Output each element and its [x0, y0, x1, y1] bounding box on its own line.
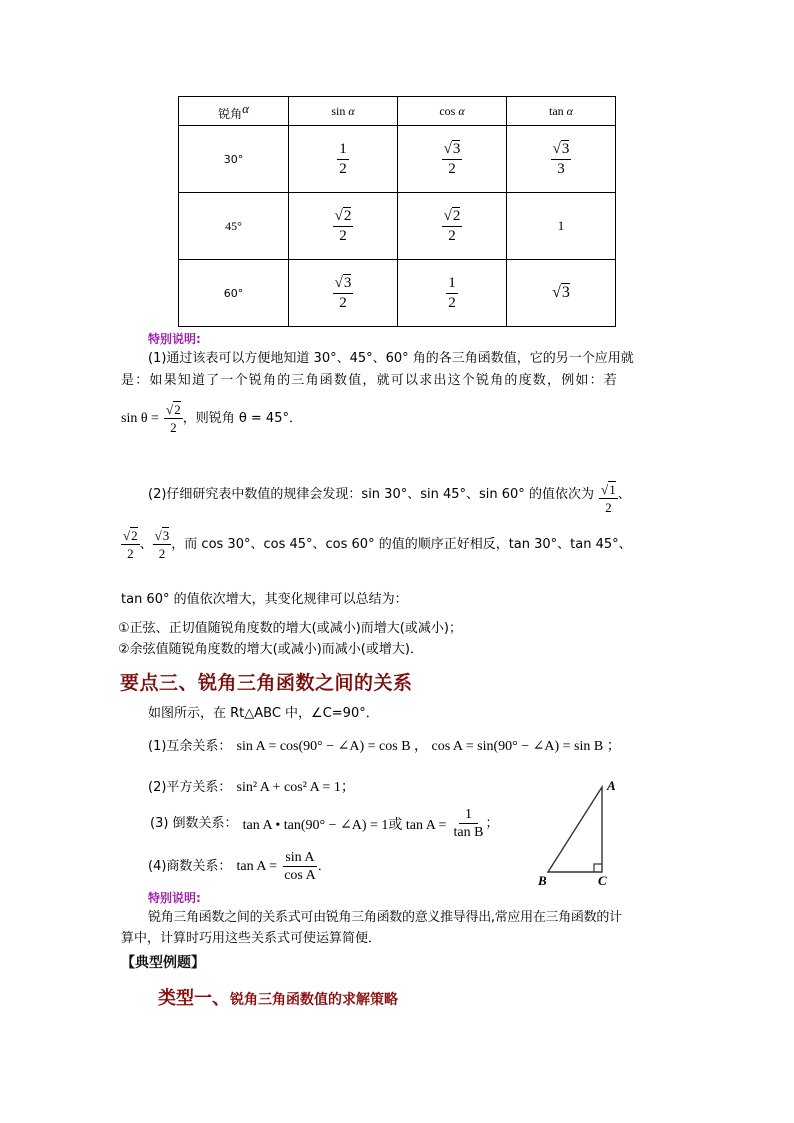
radicand: 2	[452, 207, 461, 224]
cos-cell	[398, 126, 507, 193]
p2-line2-text: ，而 cos 30°、cos 45°、cos 60° 的值的顺序正好相反，tan 30°、tan 45°、	[171, 536, 632, 552]
radicand: 3	[561, 284, 570, 301]
sqrt-icon: √2	[443, 207, 461, 224]
separator: 、	[139, 536, 153, 552]
fraction	[442, 208, 463, 245]
fraction	[337, 141, 349, 178]
numerator	[599, 482, 618, 499]
denominator: 2	[339, 294, 347, 311]
table-row	[179, 193, 616, 260]
example-prefix: sin θ =	[121, 410, 159, 426]
numerator: 1	[459, 807, 478, 824]
header-cos-label: cos	[439, 103, 456, 118]
header-cos	[398, 97, 507, 126]
cos-cell	[398, 260, 507, 327]
right-triangle-figure	[530, 775, 630, 890]
relation-label: (1)互余关系：	[148, 739, 232, 754]
fraction	[446, 275, 458, 312]
fraction	[452, 807, 486, 840]
header-cos-alpha: α	[458, 103, 465, 118]
cos-cell	[398, 193, 507, 260]
denominator: 2	[448, 294, 456, 311]
note2-line1: 锐角三角函数之间的关系式可由锐角三角函数的意义推导得出,常应用在三角函数的计	[148, 910, 622, 925]
sqrt-icon: √3	[334, 274, 352, 291]
denominator: 2	[127, 546, 134, 561]
relation-3	[150, 807, 499, 840]
section-heading: 要点三、锐角三角函数之间的关系	[120, 672, 413, 694]
denominator: 2	[339, 160, 347, 177]
numerator	[121, 528, 140, 545]
header-tan-label: tan	[549, 103, 564, 118]
radicand: 2	[131, 528, 138, 543]
numerator	[442, 141, 463, 160]
numerator	[333, 275, 354, 294]
fraction	[121, 528, 140, 561]
sqrt-icon: √2	[123, 528, 138, 543]
note1-p2-line1	[148, 474, 631, 515]
denominator: tan B	[453, 825, 484, 840]
relation-1	[148, 735, 621, 757]
denominator: 2	[339, 227, 347, 244]
numerator	[164, 402, 183, 419]
relation-label: (3) 倒数关系：	[150, 815, 238, 831]
radicand: 1	[609, 482, 616, 497]
table-header-row	[179, 97, 616, 126]
note-title: 特别说明:	[148, 332, 201, 346]
note-title: 特别说明:	[148, 891, 201, 905]
header-sin-alpha: α	[348, 103, 355, 118]
fraction	[153, 528, 172, 561]
angle-cell: 60°	[179, 260, 289, 327]
rule-1: ①正弦、正切值随锐角度数的增大(或减小)而增大(或减小)；	[118, 621, 462, 636]
vertex-c-label: C	[598, 873, 607, 888]
tan-cell	[507, 126, 616, 193]
sin-cell	[289, 193, 398, 260]
fraction	[599, 482, 618, 515]
angle-cell: 45°	[179, 193, 289, 260]
header-angle	[179, 97, 289, 126]
note1-p2-line2	[121, 528, 632, 561]
rule-2: ②余弦值随锐角度数的增大(或减小)而减小(或增大)．	[118, 642, 423, 657]
fraction	[333, 275, 354, 312]
header-tan	[507, 97, 616, 126]
note2-line2: 算中，计算时巧用这些关系式可使运算简便．	[121, 931, 382, 946]
denominator: 2	[170, 420, 177, 435]
relation-formula: tan A • tan(90° − ∠A) = 1或 tan A =	[242, 817, 447, 833]
tan-cell: 1	[507, 193, 616, 260]
trig-values-table	[178, 96, 616, 327]
numerator	[442, 208, 463, 227]
radicand: 3	[561, 140, 570, 157]
sqrt-icon: √1	[601, 482, 616, 497]
p2-line1-text: (2)仔细研究表中数值的规律会发现：sin 30°、sin 45°、sin 60° 的值依次为	[148, 486, 594, 502]
fraction	[551, 141, 572, 178]
type1-title: 锐角三角函数值的求解策略	[230, 992, 398, 1008]
sqrt-icon: √2	[334, 207, 352, 224]
header-alpha: α	[242, 100, 249, 116]
numerator	[551, 141, 572, 160]
sqrt-icon: √2	[166, 402, 181, 417]
note1-line2: 是：如果知道了一个锐角的三角函数值，就可以求出这个锐角的度数，例如：若	[121, 373, 619, 388]
fraction	[282, 850, 318, 883]
fraction	[164, 402, 183, 435]
example-suffix: ，则锐角 θ = 45°．	[182, 410, 302, 426]
numerator: sin A	[285, 850, 315, 865]
denominator: cos A	[284, 868, 316, 883]
header-sin	[289, 97, 398, 126]
relation-2	[148, 776, 355, 798]
vertex-a-label: A	[607, 778, 616, 793]
type1-heading	[158, 984, 398, 1010]
type1-prefix: 类型一、	[158, 988, 230, 1009]
radicand: 2	[343, 207, 352, 224]
table-row	[179, 126, 616, 193]
sin-cell	[289, 260, 398, 327]
example-equation	[121, 402, 302, 435]
table-row	[179, 260, 616, 327]
separator: 、	[617, 486, 631, 502]
note1-line1: (1)通过该表可以方便地知道 30°、45°、60° 角的各三角函数值，它的另一个应用就	[148, 351, 634, 366]
relation-end: ．	[317, 858, 331, 874]
sqrt-icon: √3	[154, 528, 170, 543]
numerator: 1	[337, 141, 349, 160]
relation-label: (2)平方关系：	[148, 780, 232, 795]
relation-label: (4)商数关系：	[148, 858, 232, 874]
denominator: 2	[448, 160, 456, 177]
relation-4	[148, 850, 331, 883]
radicand: 3	[162, 528, 170, 543]
relation-formula: sin A = cos(90° − ∠A) = cos B ， cos A = sin(90° − ∠A) = sin B ；	[236, 739, 621, 754]
relation-formula: sin² A + cos² A = 1；	[236, 780, 355, 795]
examples-heading: 【典型例题】	[121, 955, 205, 971]
header-angle-label: 锐角	[218, 106, 243, 121]
note1-p2-line3: tan 60° 的值依次增大，其变化规律可以总结为：	[121, 592, 408, 607]
radicand: 3	[452, 140, 461, 157]
header-tan-alpha: α	[566, 103, 573, 118]
sqrt-icon: √3	[443, 140, 461, 157]
denominator: 2	[448, 227, 456, 244]
radicand: 3	[343, 274, 352, 291]
numerator	[153, 528, 172, 545]
relation-formula: tan A =	[236, 858, 278, 874]
vertex-b-label: B	[538, 873, 547, 888]
denominator: 2	[605, 500, 612, 515]
denominator: 3	[557, 160, 565, 177]
angle-cell: 30°	[179, 126, 289, 193]
sqrt-icon: √3	[552, 140, 570, 157]
numerator	[333, 208, 354, 227]
sqrt-icon: √3	[552, 284, 570, 301]
section-intro: 如图所示，在 Rt△ABC 中，∠C=90°．	[148, 706, 379, 721]
radicand: 2	[174, 402, 181, 417]
numerator: 1	[446, 275, 458, 294]
sin-cell	[289, 126, 398, 193]
denominator: 2	[158, 546, 166, 561]
relation-end: ；	[485, 815, 499, 831]
tan-cell	[507, 260, 616, 327]
fraction	[333, 208, 354, 245]
header-sin-label: sin	[331, 103, 346, 118]
fraction	[442, 141, 463, 178]
